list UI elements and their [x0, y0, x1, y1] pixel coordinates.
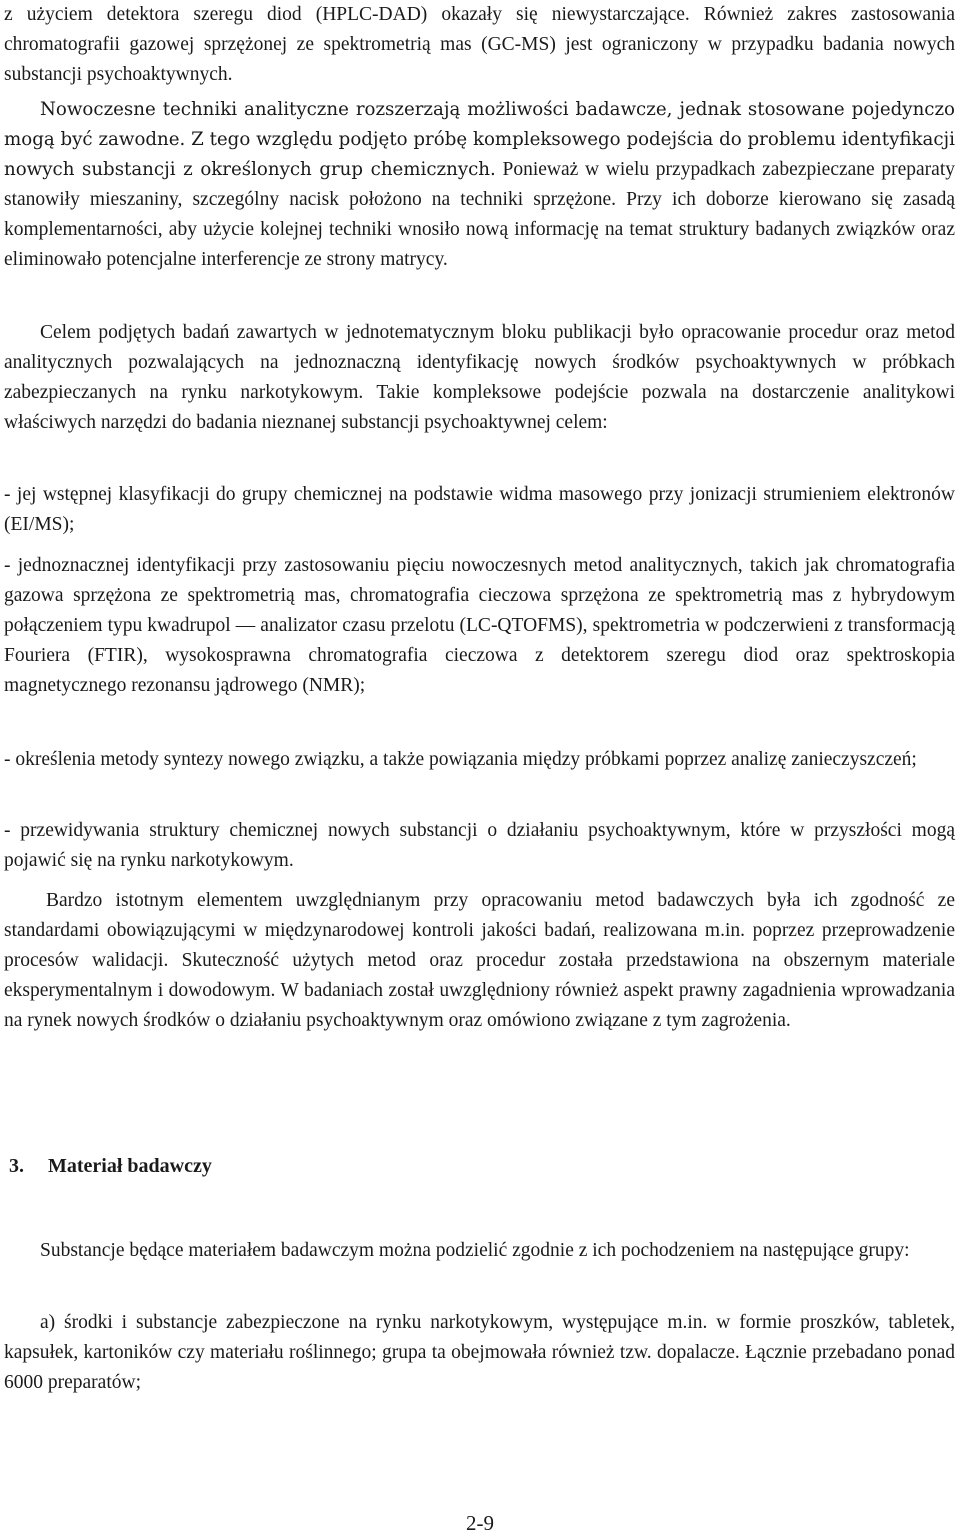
group-a-paragraph: a) środki i substancje zabezpieczone na rynku narkotykowym, występujące m.in. w formie proszków, tabletek, kapsułek, kartoników czy materiału roślinnego; grupa ta obejmowała również tzw. dopalacze. Łącznie przebadano ponad 6000 preparatów; [4, 1312, 955, 1393]
intro-paragraph: z użyciem detektora szeregu diod (HPLC-DAD) okazały się niewystarczające. Również zakres zastosowania chromatografii gazowej sprzężonej ze spektrometrią mas (GC-MS) jest ograniczony w przypadku badania nowych substancji psychoaktywnych. [4, 4, 955, 85]
modern-techniques-text-b: Ponieważ w wielu przypadkach zabezpieczane preparaty stanowiły mieszaniny, szczególny nacisk położono na techniki sprzężone. [4, 159, 956, 210]
section-heading [4, 1151, 955, 1181]
groups-intro-paragraph: Substancje będące materiałem badawczym można podzielić zgodnie z ich pochodzeniem na następujące grupy: [40, 1240, 910, 1261]
list-item: - jednoznacznej identyfikacji przy zastosowaniu pięciu nowoczesnych metod analitycznych, takich jak chromatografia gazowa sprzężona ze spektrometrią mas, chromatografia cieczowa sprzężona ze spektrometrią mas z hybrydowym połączeniem typu kwadrupol — analizator czasu przelotu (LC-QTOFMS), spektrometria w podczerwieni z transformacją Fouriera (FTIR), wysokosprawna chromatografia cieczowa z detektorem szeregu diod oraz spektroskopia magnetycznego rezonansu jądrowego (NMR); [4, 555, 955, 696]
section-number: 3. [9, 1155, 24, 1177]
section-title: Materiał badawczy [48, 1155, 212, 1177]
modern-techniques-paragraph [4, 95, 955, 275]
aim-paragraph: Celem podjętych badań zawartych w jednotematycznym bloku publikacji było opracowanie procedur oraz metod analitycznych pozwalających na jednoznaczną identyfikację nowych środków psychoaktywnych w próbkach zabezpieczanych na rynku narkotykowym. Takie kompleksowe podejście pozwala na dostarczenie analitykowi właściwych narzędzi do badania nieznanej substancji psychoaktywnej celem: [4, 322, 955, 433]
modern-techniques-text-a: Nowoczesne techniki analityczne rozszerzają możliwości badawcze, jednak stosowane pojedynczo mogą być zawodne. Z tego względu podjęto próbę kompleksowego podejścia do problemu identyfikacji nowych substancji z określonych grup chemicznych. [4, 99, 955, 180]
validation-paragraph: Bardzo istotnym elementem uwzględnianym przy opracowaniu metod badawczych była ich zgodność ze standardami obowiązującymi w międzynarodowej kontroli jakości badań, realizowana m.in. poprzez przeprowadzenie procesów walidacji. Skuteczność użytych metod oraz procedur została przedstawiona na obszernym materiale eksperymentalnym i dowodowym. W badaniach został uwzględniony również aspekt prawny zagadnienia wprowadzania na rynek nowych środków o działaniu psychoaktywnym oraz omówiono związane z tym zagrożenia. [4, 890, 955, 1031]
modern-techniques-text-c: Przy ich doborze kierowano się zasadą komplementarności, aby użycie kolejnej techniki wnosiło nową informację na temat struktury badanych związków oraz eliminowało potencjalne interferencje ze strony matrycy. [4, 189, 955, 270]
list-item: - określenia metody syntezy nowego związku, a także powiązania między próbkami poprzez analizę zanieczyszczeń; [4, 749, 917, 770]
page-number: 2-9 [466, 1511, 494, 1535]
list-item: - przewidywania struktury chemicznej nowych substancji o działaniu psychoaktywnym, które w przyszłości mogą pojawić się na rynku narkotykowym. [4, 820, 955, 871]
list-item: - jej wstępnej klasyfikacji do grupy chemicznej na podstawie widma masowego przy jonizacji strumieniem elektronów (EI/MS); [4, 484, 955, 535]
